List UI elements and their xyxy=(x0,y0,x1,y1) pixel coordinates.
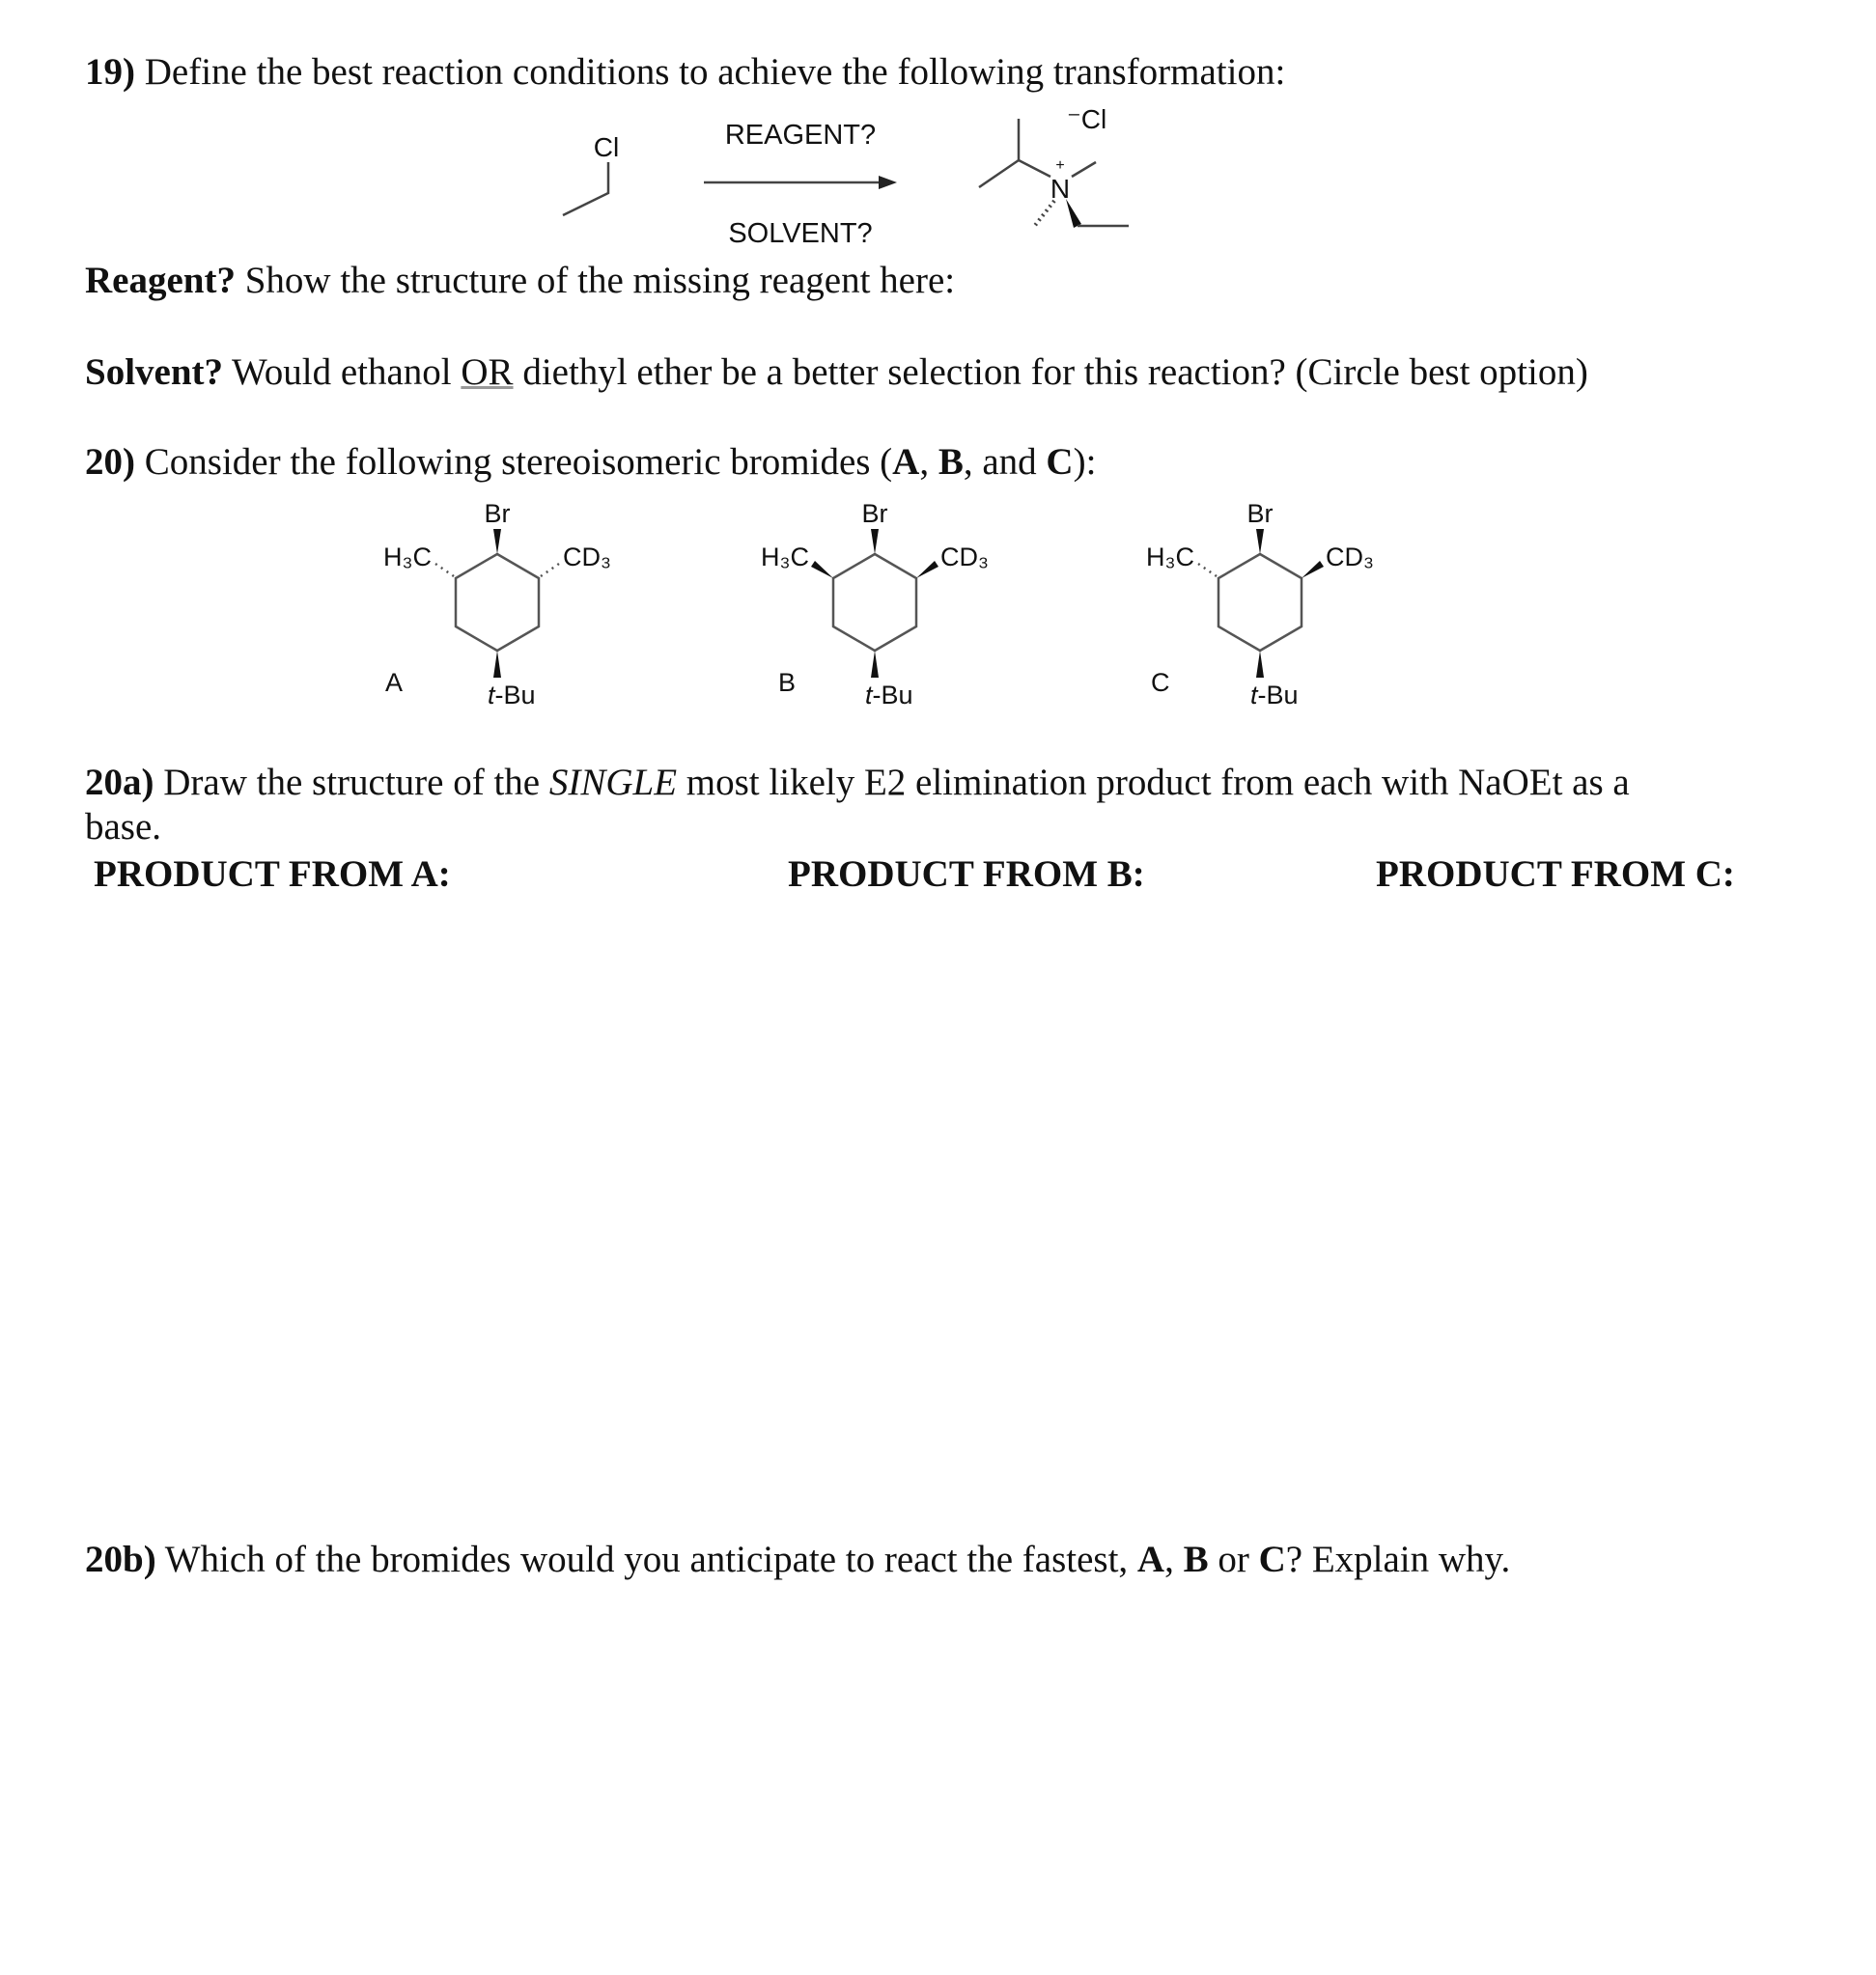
cd3-wedge xyxy=(916,561,938,578)
question-20b xyxy=(85,1538,1510,1582)
option-a: A xyxy=(892,441,920,483)
separator: or xyxy=(1208,1539,1259,1580)
reagent-prompt xyxy=(85,259,955,303)
question-20a xyxy=(85,761,1630,805)
question-text: ? Explain why. xyxy=(1285,1539,1511,1580)
solvent-heading: Solvent? xyxy=(85,351,224,393)
product-c-heading: PRODUCT FROM C: xyxy=(1376,853,1735,895)
question-text: ): xyxy=(1073,441,1097,483)
tbu-wedge xyxy=(871,651,879,678)
question-20a-continued: base. xyxy=(85,806,162,848)
molecule-b xyxy=(761,499,989,709)
cyclohexane-ring xyxy=(456,554,539,651)
separator: , xyxy=(1164,1539,1184,1580)
separator: , and xyxy=(963,441,1047,483)
methyl-hash xyxy=(435,564,454,576)
cyclohexane-ring xyxy=(1218,554,1302,651)
arrow-head-icon xyxy=(879,176,897,189)
hashed-bond xyxy=(1033,201,1054,228)
cd3-wedge xyxy=(1302,561,1324,578)
molecule-label: A xyxy=(385,668,404,697)
n-methyl-bond xyxy=(1072,162,1096,177)
cyclohexane-ring xyxy=(833,554,916,651)
or-option: OR xyxy=(461,351,514,393)
br-wedge xyxy=(1256,529,1264,554)
tbu-label: t-Bu xyxy=(865,681,913,709)
product-b-heading: PRODUCT FROM B: xyxy=(788,853,1145,895)
cd3-hash xyxy=(541,564,559,576)
ethyl-bond xyxy=(563,162,608,215)
br-label: Br xyxy=(861,499,888,528)
option-c: C xyxy=(1258,1539,1286,1580)
methyl-wedge xyxy=(811,561,833,578)
question-number: 20b) xyxy=(85,1539,156,1580)
emphasis: SINGLE xyxy=(548,762,678,803)
question-number: 20a) xyxy=(85,762,154,803)
question-number: 20) xyxy=(85,441,135,483)
cd3-label: CD₃ xyxy=(563,542,611,571)
c-n-bond xyxy=(1019,160,1050,177)
question-text: Define the best reaction conditions to achieve the following transformation: xyxy=(135,51,1286,93)
solvent-label: SOLVENT? xyxy=(728,218,873,249)
br-wedge xyxy=(871,529,879,554)
separator: , xyxy=(919,441,938,483)
methyl-hash xyxy=(1198,564,1217,576)
reagent-heading: Reagent? xyxy=(85,260,236,301)
solvent-prompt xyxy=(85,350,1588,395)
question-20 xyxy=(85,440,1096,485)
h3c-label: H₃C xyxy=(1146,542,1194,571)
option-c: C xyxy=(1046,441,1074,483)
option-a: A xyxy=(1136,1539,1165,1580)
question-text: most likely E2 elimination product from each with NaOEt as a xyxy=(677,762,1630,803)
tbu-label: t-Bu xyxy=(488,681,536,709)
molecule-a xyxy=(383,499,611,709)
reactant-cl-label: Cl xyxy=(593,132,620,162)
cd3-label: CD₃ xyxy=(940,542,989,571)
question-text: Which of the bromides would you anticipate to react the fastest, xyxy=(155,1539,1137,1580)
question-number: 19) xyxy=(85,51,135,93)
h3c-label: H₃C xyxy=(383,542,432,571)
tbu-wedge xyxy=(493,651,501,678)
positive-charge: + xyxy=(1055,157,1065,174)
molecule-label: B xyxy=(778,668,797,697)
h3c-label: H₃C xyxy=(761,542,809,571)
option-b: B xyxy=(938,441,964,483)
molecule-label: C xyxy=(1151,668,1170,697)
solvent-text: Would ethanol xyxy=(223,351,462,393)
molecule-c xyxy=(1146,499,1374,709)
reaction-scheme xyxy=(563,104,1129,249)
br-label: Br xyxy=(484,499,511,528)
reagent-text: Show the structure of the missing reagent here: xyxy=(235,260,956,301)
tbu-wedge xyxy=(1256,651,1264,678)
chloride-counterion: ⁻Cl xyxy=(1067,104,1107,134)
reagent-label: REAGENT? xyxy=(724,120,877,151)
cd3-label: CD₃ xyxy=(1326,542,1374,571)
br-label: Br xyxy=(1246,499,1274,528)
product-a-heading: PRODUCT FROM A: xyxy=(94,853,451,895)
br-wedge xyxy=(493,529,501,554)
option-b: B xyxy=(1183,1539,1209,1580)
question-text: Consider the following stereoisomeric bromides ( xyxy=(135,441,893,483)
isopropyl-bond xyxy=(979,119,1019,187)
nitrogen-label: N xyxy=(1050,174,1071,204)
tbu-label: t-Bu xyxy=(1250,681,1299,709)
question-text: Draw the structure of the xyxy=(154,762,549,803)
solvent-text: diethyl ether be a better selection for this reaction? (Circle best option) xyxy=(513,351,1588,393)
